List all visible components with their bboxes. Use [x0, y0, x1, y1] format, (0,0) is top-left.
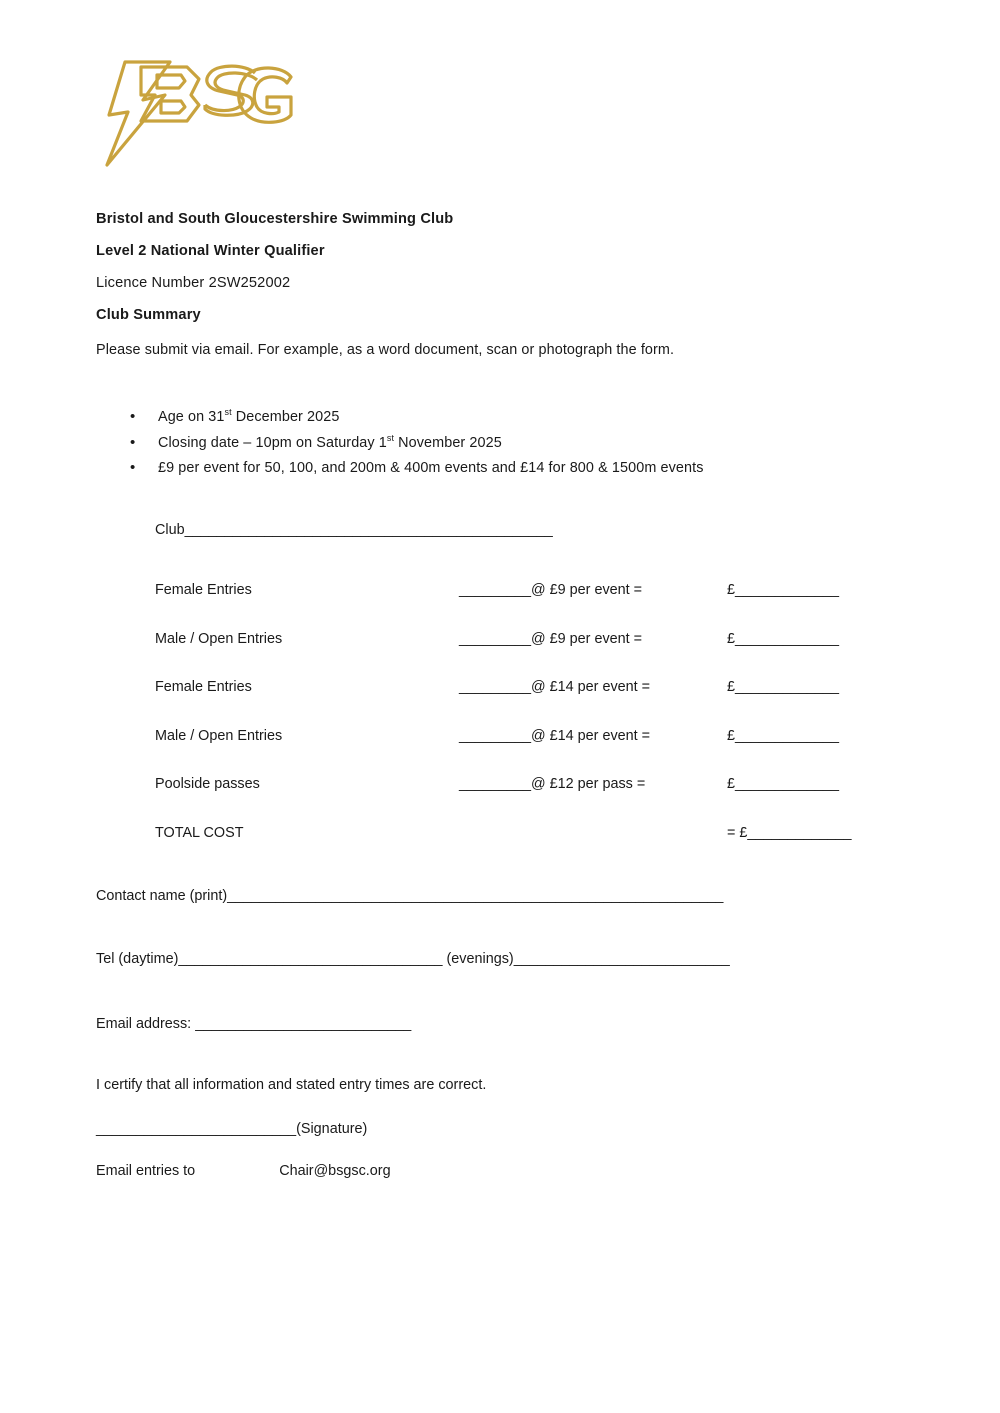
total-spacer-cell — [459, 823, 727, 843]
club-field-input-blank[interactable]: ______________________________________________ — [184, 522, 553, 538]
currency-symbol: £ — [727, 582, 736, 598]
signature-row — [96, 1118, 367, 1140]
table-row-total — [155, 823, 915, 843]
telephone-row — [96, 948, 926, 970]
tel-evening-input-blank[interactable]: ___________________________ — [513, 951, 730, 967]
bullet-text-prefix: Closing date – 10pm on Saturday 1 — [158, 434, 387, 451]
entry-quantity-blank[interactable]: _________ — [459, 630, 532, 647]
entry-amount-cell — [727, 580, 915, 629]
signature-input-blank[interactable]: _________________________ — [96, 1121, 297, 1137]
conditions-list — [126, 405, 956, 482]
submission-address-row — [96, 1160, 391, 1182]
certification-statement: I certify that all information and stated entry times are correct. — [96, 1077, 487, 1093]
entry-quantity-blank[interactable]: _________ — [459, 582, 532, 598]
total-amount-cell — [727, 823, 915, 843]
entry-amount-blank[interactable]: _____________ — [735, 727, 840, 744]
tel-evening-label: (evenings) — [442, 951, 514, 967]
event-title-heading: Level 2 National Winter Qualifier — [96, 243, 325, 259]
entry-amount-cell — [727, 726, 915, 775]
currency-symbol: £ — [727, 727, 736, 744]
email-address-input-blank[interactable]: ___________________________ — [195, 1016, 412, 1032]
tel-daytime-label: Tel (daytime) — [96, 951, 179, 967]
entry-rate-text: @ £12 per pass = — [531, 776, 646, 793]
entry-quantity-blank[interactable]: _________ — [459, 776, 532, 793]
logo-svg — [95, 55, 295, 170]
entry-amount-cell — [727, 774, 915, 823]
entry-label: Poolside passes — [155, 776, 260, 793]
entry-amount-cell — [727, 629, 915, 678]
table-row — [155, 580, 915, 629]
entry-rate-cell — [459, 677, 727, 726]
total-amount-blank[interactable]: _____________ — [747, 824, 852, 841]
document-headings — [96, 203, 896, 331]
email-address-label: Email address: — [96, 1016, 196, 1032]
list-item — [126, 405, 956, 431]
table-row — [155, 677, 915, 726]
tel-daytime-input-blank[interactable]: _________________________________ — [178, 951, 443, 967]
submission-instructions: Please submit via email. For example, as a word document, scan or photograph the form. — [96, 342, 675, 358]
entry-amount-blank[interactable]: _____________ — [735, 582, 840, 598]
total-equals-symbol: = £ — [727, 824, 748, 841]
entry-label: Male / Open Entries — [155, 630, 283, 647]
entry-rate-cell — [459, 774, 727, 823]
entry-amount-blank[interactable]: _____________ — [735, 630, 840, 647]
entry-quantity-blank[interactable]: _________ — [459, 727, 532, 744]
email-address-row — [96, 1013, 926, 1035]
signature-label: (Signature) — [296, 1121, 368, 1137]
currency-symbol: £ — [727, 630, 736, 647]
entry-rate-text: @ £14 per event = — [531, 727, 651, 744]
bullet-text-prefix: £9 per event for 50, 100, and 200m & 400m events and £14 for 800 & 1500m events — [158, 460, 704, 476]
table-row — [155, 726, 915, 775]
club-field-label: Club — [155, 522, 185, 538]
total-cost-label: TOTAL COST — [155, 824, 244, 841]
contact-name-row — [96, 885, 926, 907]
licence-number: Licence Number 2SW252002 — [96, 275, 291, 291]
table-row — [155, 629, 915, 678]
section-title-heading: Club Summary — [96, 307, 201, 323]
entry-amount-cell — [727, 677, 915, 726]
contact-name-label: Contact name (print) — [96, 888, 228, 904]
currency-symbol: £ — [727, 776, 736, 793]
entry-rate-text: @ £14 per event = — [531, 679, 651, 696]
currency-symbol: £ — [727, 679, 736, 696]
entry-amount-blank[interactable]: _____________ — [735, 679, 840, 696]
club-field-row — [155, 519, 553, 541]
entry-label: Female Entries — [155, 679, 252, 696]
contact-name-input-blank[interactable]: ______________________________________________________________ — [227, 888, 724, 904]
bsg-lightning-logo — [95, 55, 295, 170]
table-row — [155, 774, 915, 823]
club-name-heading: Bristol and South Gloucestershire Swimming Club — [96, 211, 454, 227]
entry-rate-text: @ £9 per event = — [531, 582, 643, 598]
entry-label: Female Entries — [155, 582, 252, 598]
list-item — [126, 431, 956, 457]
submission-email-address[interactable]: Chair@bsgsc.org — [279, 1163, 391, 1179]
entry-rate-cell — [459, 726, 727, 775]
bullet-text-suffix: December 2025 — [231, 409, 340, 425]
entry-quantity-blank[interactable]: _________ — [459, 679, 532, 696]
bullet-ordinal-suffix: st — [224, 407, 232, 418]
submission-label: Email entries to — [96, 1163, 196, 1179]
bullet-text-suffix: November 2025 — [394, 434, 502, 451]
entry-rate-cell — [459, 629, 727, 678]
list-item — [126, 456, 956, 482]
bullet-ordinal-suffix: st — [386, 432, 395, 443]
entry-rate-cell — [459, 580, 727, 629]
entry-label: Male / Open Entries — [155, 727, 283, 744]
entries-cost-table — [155, 580, 915, 843]
bullet-text-prefix: Age on 31 — [158, 409, 225, 425]
entry-amount-blank[interactable]: _____________ — [735, 776, 840, 793]
entry-rate-text: @ £9 per event = — [531, 630, 643, 647]
